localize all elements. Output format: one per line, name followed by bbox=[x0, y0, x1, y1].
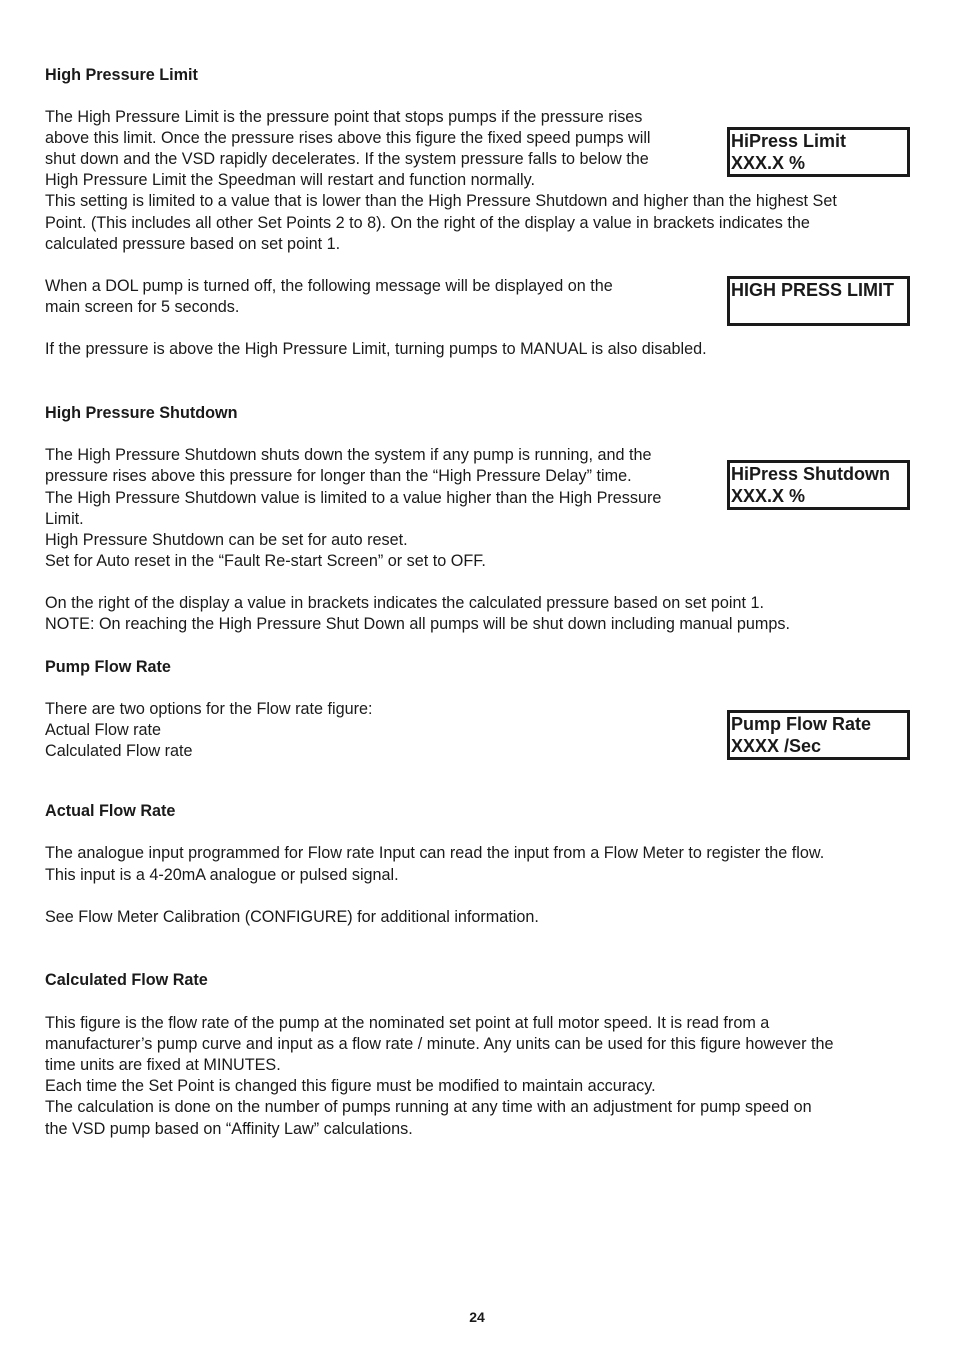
paragraph-line: High Pressure Shutdown can be set for auto reset. bbox=[45, 531, 408, 549]
paragraph-line: manufacturer’s pump curve and input as a flow rate / minute. Any units can be used for this figure however the bbox=[45, 1035, 834, 1053]
paragraph-line: This setting is limited to a value that is lower than the High Pressure Shutdown and higher than the highest Set bbox=[45, 192, 837, 210]
lcd-display-hipress-limit bbox=[727, 127, 910, 177]
paragraph-line: When a DOL pump is turned off, the following message will be displayed on the bbox=[45, 277, 613, 295]
paragraph-line: shut down and the VSD rapidly decelerates. If the system pressure falls to below the bbox=[45, 150, 649, 168]
paragraph-line: This figure is the flow rate of the pump at the nominated set point at full motor speed. It is read from a bbox=[45, 1014, 770, 1032]
lcd-line: XXXX /Sec bbox=[731, 736, 822, 756]
heading-pump-flow-rate: Pump Flow Rate bbox=[45, 658, 171, 676]
paragraph-line: calculated pressure based on set point 1. bbox=[45, 235, 341, 253]
lcd-line: HiPress Shutdown bbox=[731, 464, 891, 484]
paragraph-line: The High Pressure Shutdown value is limited to a value higher than the High Pressure bbox=[45, 489, 662, 507]
lcd-line: Pump Flow Rate bbox=[731, 714, 872, 734]
paragraph-line: above this limit. Once the pressure rises above this figure the fixed speed pumps will bbox=[45, 129, 651, 147]
paragraph-line: See Flow Meter Calibration (CONFIGURE) for additional information. bbox=[45, 908, 539, 926]
lcd-display-pump-flow-rate bbox=[727, 710, 910, 760]
paragraph-line: If the pressure is above the High Pressure Limit, turning pumps to MANUAL is also disabled. bbox=[45, 340, 707, 358]
lcd-line: XXX.X % bbox=[731, 486, 806, 506]
paragraph-line: NOTE: On reaching the High Pressure Shut Down all pumps will be shut down including manual pumps. bbox=[45, 615, 790, 633]
lcd-line: HIGH PRESS LIMIT bbox=[731, 280, 895, 300]
heading-high-pressure-shutdown: High Pressure Shutdown bbox=[45, 404, 238, 422]
paragraph-line: The calculation is done on the number of pumps running at any time with an adjustment for pump speed on bbox=[45, 1098, 812, 1116]
paragraph-line: pressure rises above this pressure for longer than the “High Pressure Delay” time. bbox=[45, 467, 632, 485]
paragraph-line: Limit. bbox=[45, 510, 84, 528]
lcd-display-hipress-shutdown bbox=[727, 460, 910, 510]
paragraph-line: Set for Auto reset in the “Fault Re-start Screen” or set to OFF. bbox=[45, 552, 486, 570]
paragraph-line: Actual Flow rate bbox=[45, 721, 162, 739]
paragraph-line: This input is a 4-20mA analogue or pulsed signal. bbox=[45, 866, 399, 884]
paragraph-line: the VSD pump based on “Affinity Law” calculations. bbox=[45, 1120, 413, 1138]
paragraph-line: time units are fixed at MINUTES. bbox=[45, 1056, 281, 1074]
heading-high-pressure-limit: High Pressure Limit bbox=[45, 66, 198, 84]
page-number: 24 bbox=[469, 1309, 485, 1325]
heading-calculated-flow-rate: Calculated Flow Rate bbox=[45, 971, 208, 989]
paragraph-line: The High Pressure Shutdown shuts down the system if any pump is running, and the bbox=[45, 446, 652, 464]
paragraph-line: main screen for 5 seconds. bbox=[45, 298, 240, 316]
paragraph-line: The High Pressure Limit is the pressure point that stops pumps if the pressure rises bbox=[45, 108, 643, 126]
lcd-line: HiPress Limit bbox=[731, 131, 847, 151]
paragraph-line: Each time the Set Point is changed this figure must be modified to maintain accuracy. bbox=[45, 1077, 656, 1095]
paragraph-line: High Pressure Limit the Speedman will restart and function normally. bbox=[45, 171, 536, 189]
lcd-display-high-press-limit bbox=[727, 276, 910, 326]
paragraph-line: There are two options for the Flow rate figure: bbox=[45, 700, 373, 718]
paragraph-line: Point. (This includes all other Set Points 2 to 8). On the right of the display a value in brackets indicates the bbox=[45, 214, 810, 232]
paragraph-line: On the right of the display a value in brackets indicates the calculated pressure based on set point 1. bbox=[45, 594, 764, 612]
heading-actual-flow-rate: Actual Flow Rate bbox=[45, 802, 176, 820]
lcd-line: XXX.X % bbox=[731, 153, 806, 173]
paragraph-line: The analogue input programmed for Flow rate Input can read the input from a Flow Meter to register the flow. bbox=[45, 844, 825, 862]
paragraph-line: Calculated Flow rate bbox=[45, 742, 193, 760]
